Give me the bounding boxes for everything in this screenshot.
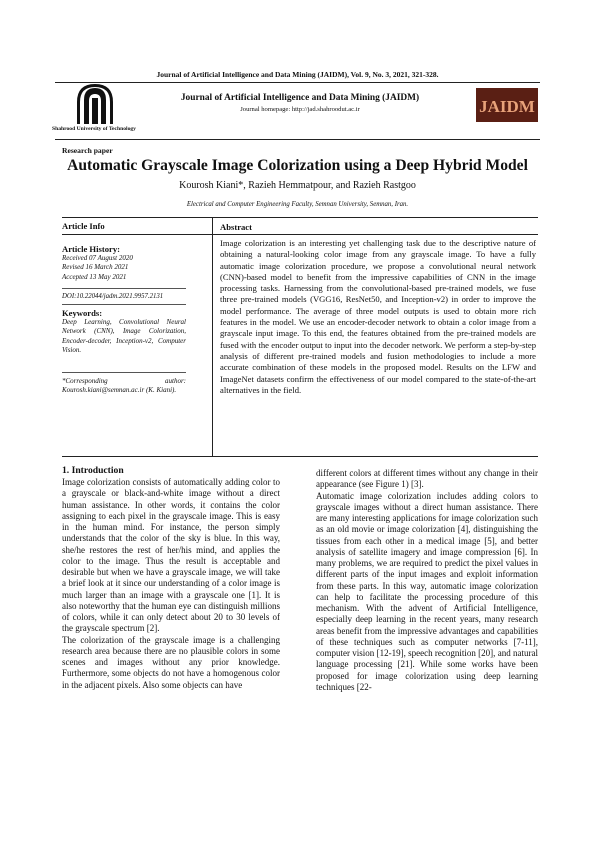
header-rule [55, 82, 540, 83]
accepted-date: Accepted 13 May 2021 [62, 272, 127, 281]
info-top-rule [62, 217, 538, 218]
running-header: Journal of Artificial Intelligence and Data Mining (JAIDM), Vol. 9, No. 3, 2021, 321-328. [156, 70, 439, 79]
keywords-block [62, 308, 186, 356]
revised-date: Revised 16 March 2021 [62, 263, 129, 272]
journal-title: Journal of Artificial Intelligence and Data Mining (JAIDM) [180, 93, 420, 103]
abstract-heading: Abstract [220, 222, 252, 232]
keywords-heading: Keywords: [62, 308, 103, 318]
paper-title: Automatic Grayscale Image Colorization using a Deep Hybrid Model [67, 157, 528, 174]
received-date: Received 07 August 2020 [62, 254, 133, 262]
keywords-rule [62, 372, 186, 373]
keywords-text: Deep Learning, Convolutional Neural Network (CNN), Image Colorization, Encoder-decoder, Inception-v2, Computer Vision. [62, 318, 186, 355]
intro-right-column [316, 468, 538, 693]
intro-paragraph-3: different colors at different times without any change in their appearance (see Figure 1) [3]. [316, 468, 538, 490]
history-rule [62, 288, 186, 289]
column-divider [212, 217, 213, 457]
intro-paragraph-1: Image colorization consists of automatically adding color to a grayscale or black-and-white image without a direct human assistance. In other words, it contains the color assigning to each pixel in the grayscale image. This is easy in the human mind. For instance, the person simply understands that the color of the sky is blue. In this way, she/he restores the rest of her/his mind, and applies the color to the image. Thus the result is acceptable and desirable but when we have a grayscale image, we will take a brief look at it since our understanding of a color image is much larger than an image with a grayscale one [1]. It is also noteworthy that the human eye can distinguish millions of colors, while it can only detect about 20 to 30 levels of the grayscale spectrum [2]. [62, 477, 280, 634]
abstract-bottom-rule [62, 456, 538, 457]
article-history [62, 244, 186, 282]
paper-authors: Kourosh Kiani*, Razieh Hemmatpour, and Razieh Rastgoo [179, 180, 416, 191]
doi-rule [62, 304, 186, 305]
intro-paragraph-4: Automatic image colorization includes adding colors to grayscale images without a direct human assistance. There are many interesting applications for image colorization such as an old movie or image colorization [4], distinguishing the tissues from each other in a medical image [5], and better analysis of satellite imagery and image compression [6]. In many problems, we are required to predict the pixel values in different parts of the input images and exploit information from these parts. In this way, automatic image colorization can help to facilitate the processing procedure of this mechanism. With the advent of Artificial Intelligence, especially deep learning in the recent years, many research areas benefit from the impressive advantages and capabilities of these techniques such as computer networks [7-11], computer vision [12-19], speech recognition [20], and natural language processing [21]. While some works have been proposed for image colorization using deep learning techniques [22- [316, 490, 538, 692]
journal-homepage[interactable]: Journal homepage: http://jad.shahroodut.ac.ir [240, 106, 360, 113]
paper-affiliation: Electrical and Computer Engineering Faculty, Semnan University, Semnan, Iran. [186, 201, 409, 208]
abstract-text: Image colorization is an interesting yet challenging task due to the descriptive nature of obtaining a natural-looking color image from any grayscale image. To have a fully automatic image colorization procedure, we propose a convolutional neural network (CNN)-based model to benefit from the impressive capabilities of CNN in the image processing tasks. Harnessing from the convolutional-based pre-trained models, we fuse three pre-trained models (VGG16, ResNet50, and Inception-v2) in order to improve the model performance. The average of three model outputs is used to obtain more rich features in the model. We use an encoder-decoder network to obtain a color image from a grayscale input image. To this end, the features obtained from the pre-trained models are fused with the encoder output to input into the decoder network. We perform a step-by-step analysis of different pre-trained models and fusion methodologies to include a more accurate combination of these models in the proposed model. Results on the LFW and ImageNet datasets confirm the effectiveness of our model compared to the state-of-the-art alternatives in the field. [220, 238, 536, 395]
info-heading-rule [62, 234, 538, 235]
journal-logo [476, 88, 538, 122]
article-info-heading: Article Info [62, 221, 105, 231]
university-name: Shahrood University of Technology [52, 126, 136, 132]
journal-logo-text: JAIDM [479, 97, 535, 116]
intro-heading: 1. Introduction [62, 465, 124, 476]
header-bottom-rule [55, 139, 540, 140]
journal-header [150, 93, 450, 113]
paper-type: Research paper [62, 146, 113, 155]
university-logo [72, 84, 118, 124]
corresponding-author: *Corresponding author: Kourosh.kiani@semnan.ac.ir (K. Kiani). [62, 377, 186, 395]
history-heading: Article History: [62, 244, 120, 254]
doi[interactable]: DOI:10.22044/jadm.2021.9957.2131 [62, 293, 164, 300]
intro-left-column [62, 477, 280, 691]
intro-paragraph-2: The colorization of the grayscale image is a challenging research area because there are no plausible colors in some scenes and images without any prior knowledge. Furthermore, some objects do not have a homogenous color in the adjacent pixels. Also some objects can have [62, 634, 280, 690]
